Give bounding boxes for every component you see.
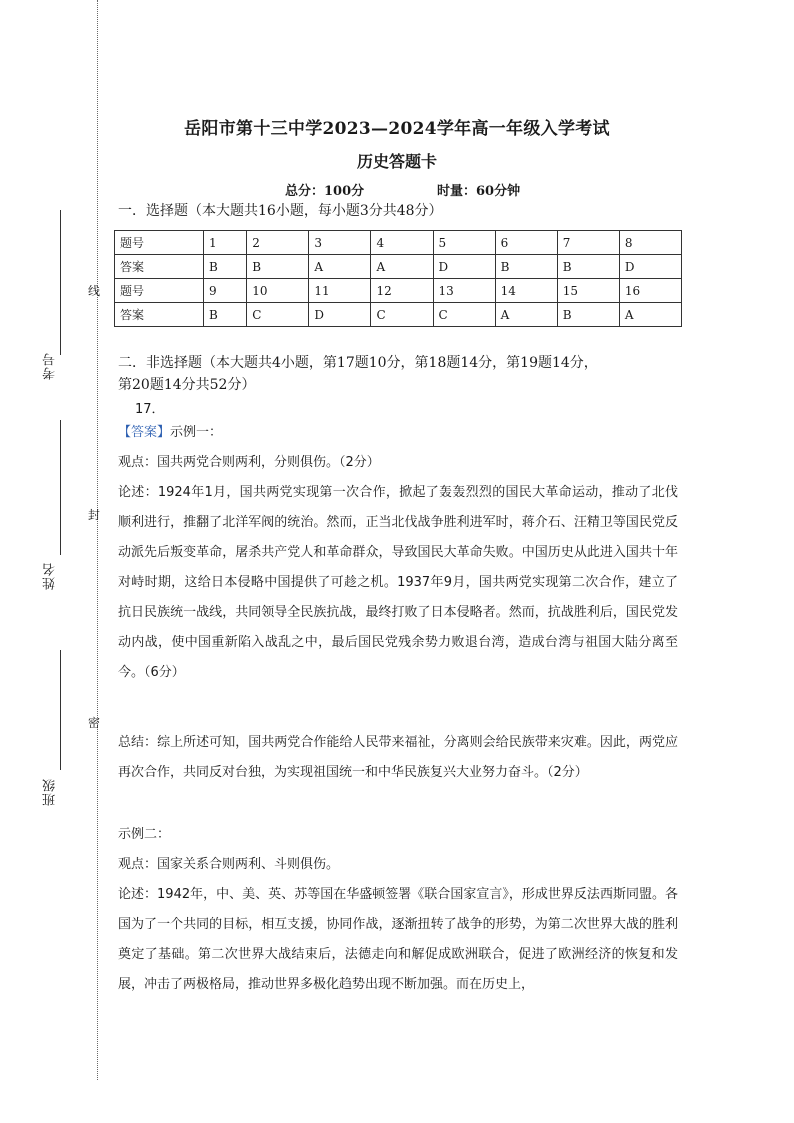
table-cell: B	[247, 255, 309, 279]
table-cell: 答案	[115, 255, 204, 279]
table-cell: 12	[371, 279, 433, 303]
table-cell: 题号	[115, 279, 204, 303]
table-cell: B	[495, 255, 557, 279]
page-title: 岳阳市第十三中学2023—2024学年高一年级入学考试	[184, 119, 610, 139]
example1-argument: 论述：1924年1月，国共两党实现第一次合作，掀起了轰轰烈烈的国民大革命运动，推动了北伐顺利进行，推翻了北洋军阀的统治。然而，正当北伐战争胜利进军时，蒋介石、汪精卫等国民党反动派先后叛变革命，屠杀共产党人和革命群众，导致国民大革命失败。中国历史从此进入国共十年对峙时期，这给日本侵略中国提供了可趁之机。1937年9月，国共两党实现第二次合作，建立了抗日民族统一战线，共同领导全民族抗战，最终打败了日本侵略者。然而，抗战胜利后，国民党发动内战，使中国重新陷入战乱之中，最后国民党残余势力败退台湾，造成台湾与祖国大陆分离至今。（6分）	[118, 485, 678, 680]
table-cell: A	[495, 303, 557, 327]
example1-view: 观点：国共两党合则两利，分则俱伤。（2分）	[118, 455, 380, 470]
section2-heading	[118, 352, 688, 396]
exam-no-rule	[60, 210, 61, 355]
section1-heading: 一．选择题（本大题共16小题，每小题3分共48分）	[118, 203, 443, 219]
table-cell: B	[557, 255, 619, 279]
example2-view: 观点：国家关系合则两利、斗则俱伤。	[118, 857, 340, 872]
table-cell: A	[309, 255, 371, 279]
example2-label: 示例二：	[118, 827, 171, 842]
seal-char-secret: 密	[88, 716, 101, 730]
table-cell: 3	[309, 231, 371, 255]
table-cell: 6	[495, 231, 557, 255]
table-row	[115, 303, 682, 327]
table-cell: 4	[371, 231, 433, 255]
table-cell: 8	[619, 231, 681, 255]
answer-block-2	[118, 820, 678, 1000]
table-cell: 15	[557, 279, 619, 303]
total-score: 总分：100分	[285, 184, 365, 199]
example1-summary: 总结：综上所述可知，国共两党合作能给人民带来福祉，分离则会给民族带来灾难。因此，两党应再次合作，共同反对台独，为实现祖国统一和中华民族复兴大业努力奋斗。（2分）	[118, 735, 678, 780]
table-cell: 14	[495, 279, 557, 303]
answer-block-1	[118, 418, 678, 688]
table-cell: 10	[247, 279, 309, 303]
table-cell: B	[204, 255, 247, 279]
table-row	[115, 255, 682, 279]
exam-no-label: 考号	[43, 352, 58, 380]
table-cell: C	[247, 303, 309, 327]
time-limit: 时量：60分钟	[437, 184, 521, 199]
table-cell: B	[204, 303, 247, 327]
name-label: 姓名	[43, 562, 58, 590]
table-row	[115, 279, 682, 303]
page-subtitle: 历史答题卡	[356, 152, 437, 171]
table-cell: A	[371, 255, 433, 279]
table-cell: B	[557, 303, 619, 327]
table-cell: 题号	[115, 231, 204, 255]
class-rule	[60, 650, 61, 770]
table-cell: C	[433, 303, 495, 327]
answer-table	[114, 230, 682, 327]
table-row	[115, 231, 682, 255]
table-cell: 13	[433, 279, 495, 303]
table-cell: 5	[433, 231, 495, 255]
seal-char-seal: 封	[88, 508, 101, 522]
table-cell: 2	[247, 231, 309, 255]
table-cell: 1	[204, 231, 247, 255]
table-cell: D	[433, 255, 495, 279]
table-cell: D	[309, 303, 371, 327]
table-cell: 9	[204, 279, 247, 303]
example2-argument: 论述：1942年，中、美、英、苏等国在华盛顿签署《联合国家宣言》，形成世界反法西斯同盟。各国为了一个共同的目标，相互支援，协同作战，逐渐扭转了战争的形势，为第二次世界大战的胜利奠定了基础。第二次世界大战结束后，法德走向和解促成欧洲联合，促进了欧洲经济的恢复和发展，冲击了两极格局，推动世界多极化趋势出现不断加强。而在历史上，	[118, 887, 678, 992]
table-cell: C	[371, 303, 433, 327]
answer-tag: 【答案】	[118, 425, 171, 440]
example1-label: 示例一：	[170, 425, 223, 440]
table-cell: A	[619, 303, 681, 327]
table-cell: 11	[309, 279, 371, 303]
seal-char-line: 线	[88, 284, 101, 298]
question-number: 17．	[135, 402, 165, 417]
table-cell: 答案	[115, 303, 204, 327]
table-cell: 16	[619, 279, 681, 303]
section2-heading-line2: 第20题14分共52分）	[118, 377, 256, 393]
class-label: 班级	[43, 778, 58, 806]
name-rule	[60, 420, 61, 555]
section2-heading-line1: 二．非选择题（本大题共4小题，第17题10分，第18题14分，第19题14分，	[118, 355, 598, 371]
table-cell: 7	[557, 231, 619, 255]
table-cell: D	[619, 255, 681, 279]
